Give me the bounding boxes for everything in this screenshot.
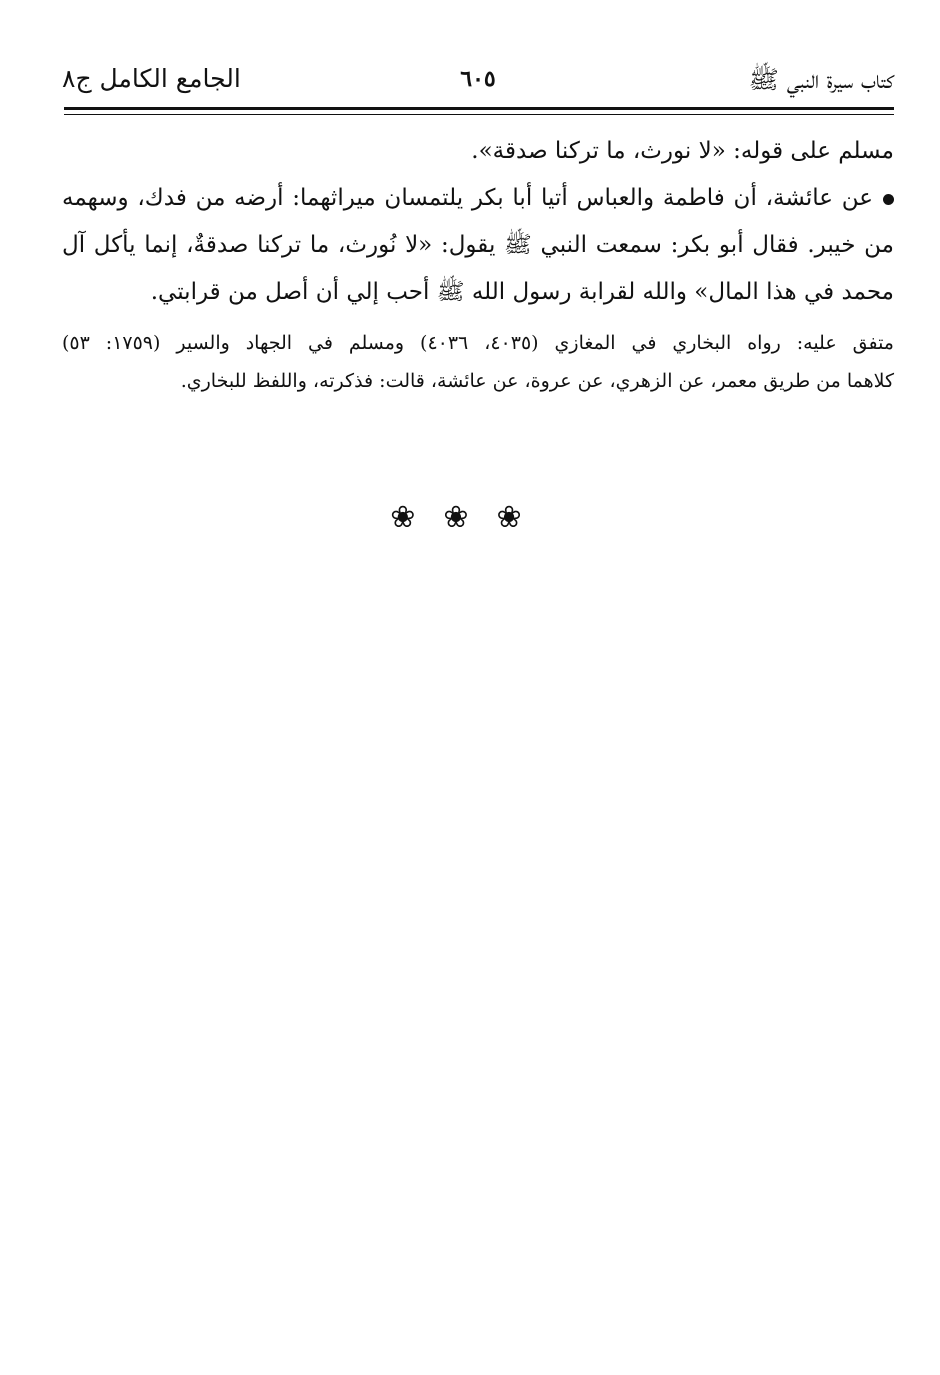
bullet-icon bbox=[883, 194, 894, 205]
body-line: مسلم على قوله: «لا نورث، ما تركنا صدقة». bbox=[471, 138, 894, 164]
hadith-text: عن عائشة، أن فاطمة والعباس أتيا أبا بكر يلتمسان ميراثهما: أرضه من فدك، وسهمه bbox=[62, 185, 873, 211]
note-line: متفق عليه: رواه البخاري في المغازي (٤٠٣٥، ٤٠٣٦) ومسلم في الجهاد والسير (١٧٥٩: ٥٣) bbox=[62, 332, 894, 354]
body-line: محمد في هذا المال» والله لقرابة رسول الله ﷺ أحب إلي أن أصل من قرابتي. bbox=[150, 279, 894, 305]
page-body bbox=[62, 128, 894, 400]
takhrij-notes bbox=[62, 324, 894, 400]
page-number: ٦٠٥ bbox=[460, 66, 496, 92]
page-header bbox=[62, 56, 894, 104]
body-line bbox=[62, 175, 894, 222]
header-rule-thick bbox=[64, 107, 894, 110]
body-line: من خيبر. فقال أبو بكر: سمعت النبي ﷺ يقول: «لا نُورث، ما تركنا صدقةٌ، إنما يأكل آل bbox=[62, 232, 894, 258]
volume-title: الجامع الكامل ج٨ bbox=[62, 64, 241, 93]
note-line: كلاهما من طريق معمر، عن الزهري، عن عروة، عن عائشة، قالت: فذكرته، واللفظ للبخاري. bbox=[180, 370, 894, 392]
flower-ornament-separator: ❀❀❀ bbox=[390, 500, 550, 535]
header-rule-thin bbox=[64, 114, 894, 115]
book-title: كتاب سيرة النبي ﷺ bbox=[748, 65, 894, 94]
